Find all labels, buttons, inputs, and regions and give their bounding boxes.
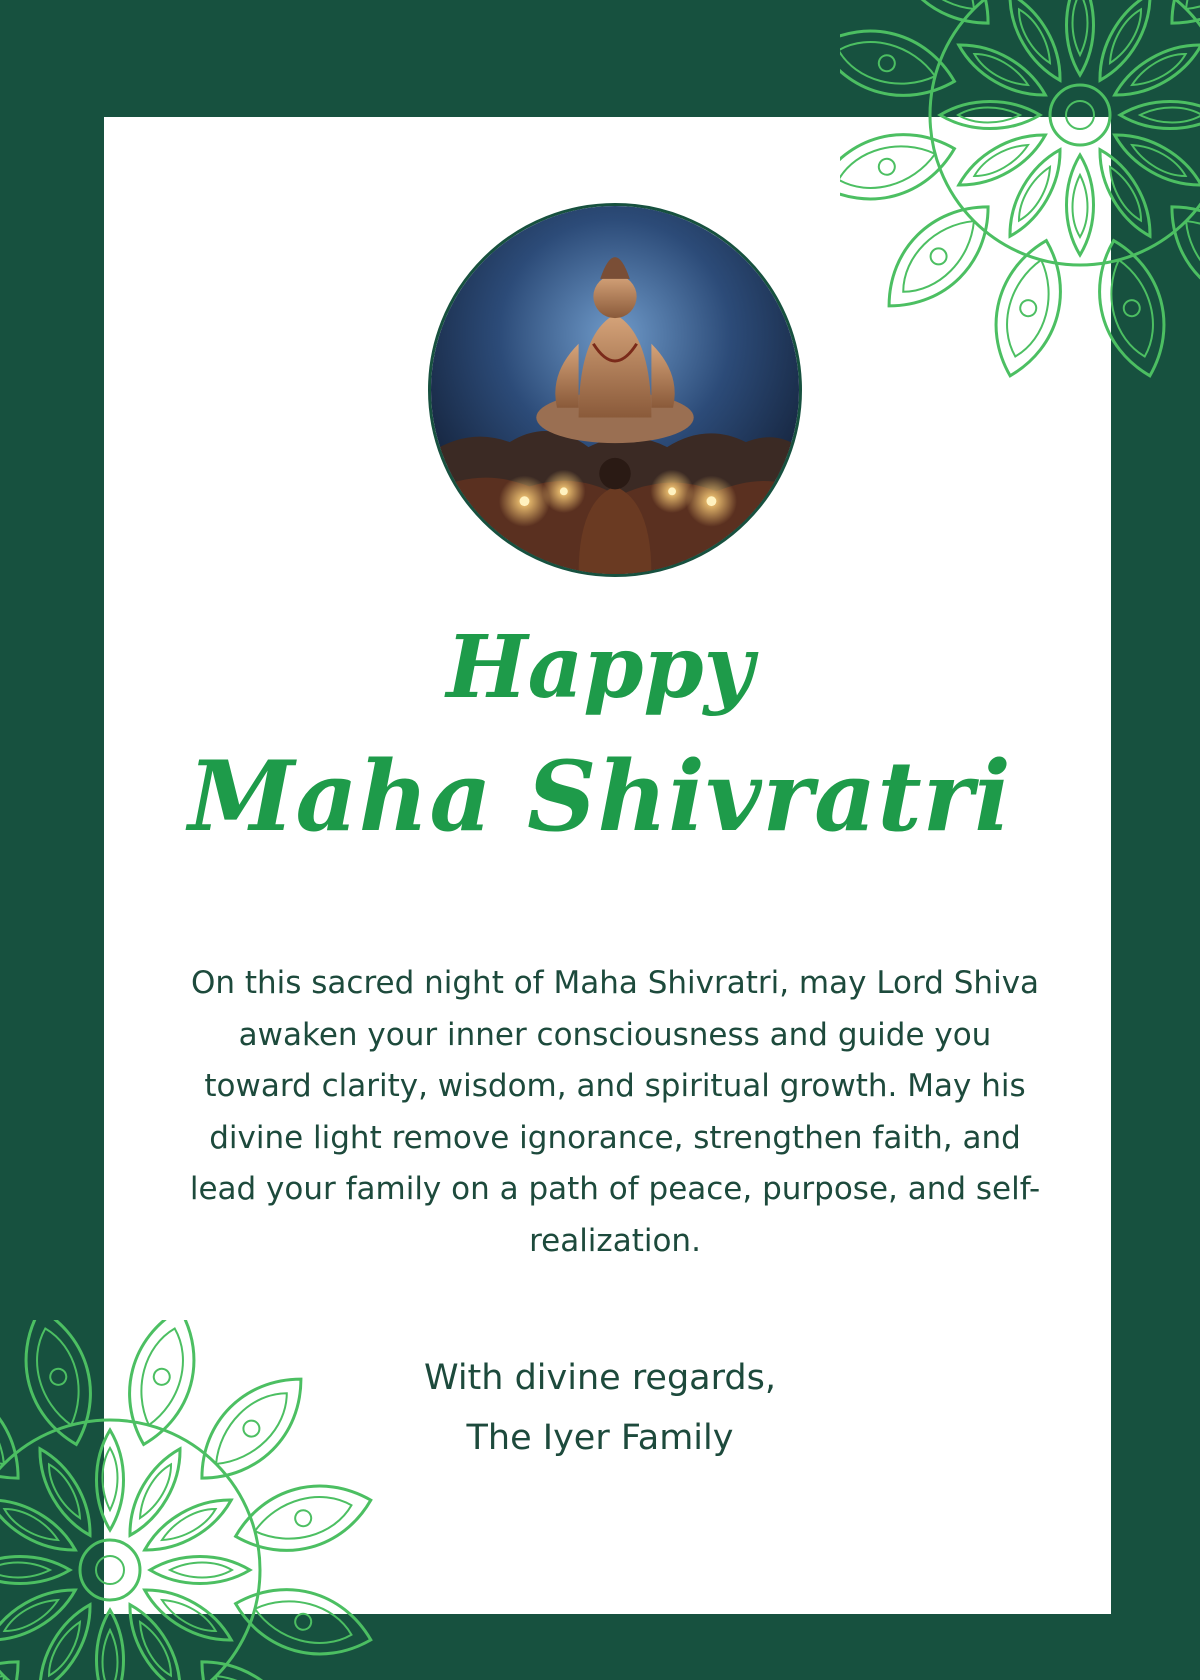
greeting-message: On this sacred night of Maha Shivratri, may Lord Shiva awaken your inner consciousness and guide you toward clarity, wisdom, and spiritual growth. May his divine light remove ignorance, strengthen faith, and lead your family on a path of peace, purpose, and self-realization.: [189, 965, 1041, 1259]
mandala-ornament-top-right: [840, 0, 1200, 390]
title-line-2: Maha Shivratri: [188, 740, 1012, 853]
shiva-portrait-image: [428, 203, 802, 577]
signature-closing: With divine regards,: [424, 1358, 776, 1398]
title-line-1: Happy: [446, 617, 754, 718]
signature-name: The Iyer Family: [466, 1418, 734, 1458]
meditating-shiva-illustration-icon: [431, 206, 799, 574]
